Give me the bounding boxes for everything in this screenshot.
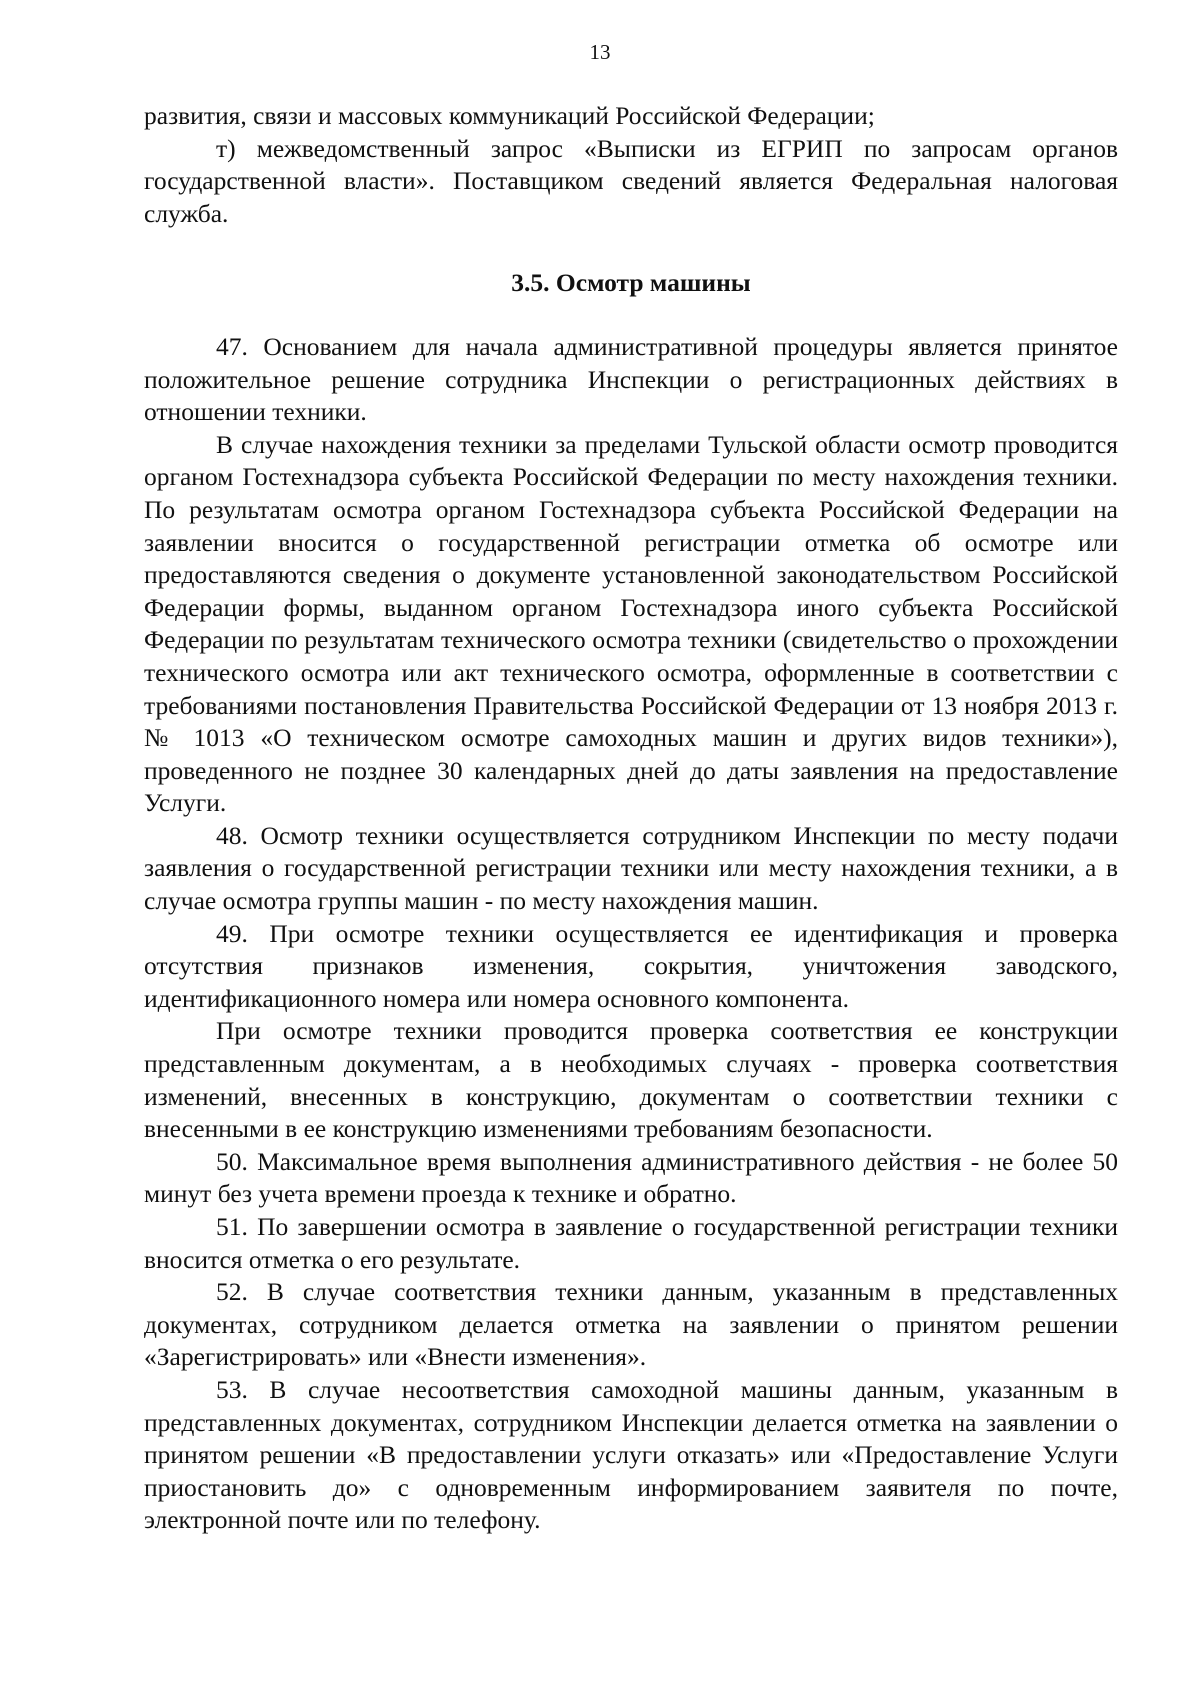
paragraph-47-inspection-outside-region: В случае нахождения техники за пределами Тульской области осмотр проводится органом Гостехнадзора субъекта Российской Федерации по месту нахождения техники. По результатам осмотра органом Гостехнадзора субъекта Российской Федерации на заявлении вносится о государственной регистрации отметка об осмотре или предоставляются сведения о документе установленной законодательством Российской Федерации формы, выданном органом Гостехнадзора иного субъекта Российской Федерации по результатам технического осмотра техники (свидетельство о прохождении технического осмотра или акт технического осмотра, оформленные в соответствии с требованиями постановления Правительства Российской Федерации от 13 ноября 2013 г. № 1013 «О техническом осмотре самоходных машин и других видов техники»), проведенного не позднее 30 календарных дней до даты заявления на предоставление Услуги.: [144, 429, 1118, 818]
paragraph-item-t: т) межведомственный запрос «Выписки из ЕГРИП по запросам органов государственной власти». Поставщиком сведений является Федеральная налоговая служба.: [144, 133, 1118, 228]
document-body: [144, 100, 1118, 1537]
paragraph-49: 49. При осмотре техники осуществляется ее идентификация и проверка отсутствия признаков изменения, сокрытия, уничтожения заводского, идентификационного номера или номера основного компонента.: [144, 918, 1118, 1013]
paragraph-47: 47. Основанием для начала административной процедуры является принятое положительное решение сотрудника Инспекции о регистрационных действиях в отношении техники.: [144, 331, 1118, 427]
paragraph-49-construction-check: При осмотре техники проводится проверка соответствия ее конструкции представленным документам, а в необходимых случаях - проверка соответствия изменений, внесенных в конструкцию, документам о соответствии техники с внесенными в ее конструкцию изменениями требованиям безопасности.: [144, 1016, 1118, 1144]
paragraph-50: 50. Максимальное время выполнения административного действия - не более 50 минут без учета времени проезда к технике и обратно.: [144, 1146, 1118, 1209]
paragraph-51: 51. По завершении осмотра в заявление о государственной регистрации техники вносится отметка о его результате.: [144, 1212, 1118, 1274]
section-title: 3.5. Осмотр машины: [511, 268, 751, 298]
paragraph-52: 52. В случае соответствия техники данным, указанным в представленных документах, сотрудником делается отметка на заявлении о принятом решении «Зарегистрировать» или «Внести изменения».: [144, 1277, 1118, 1372]
paragraph-48: 48. Осмотр техники осуществляется сотрудником Инспекции по месту подачи заявления о государственной регистрации техники или месту нахождения техники, а в случае осмотра группы машин - по месту нахождения машин.: [144, 820, 1118, 916]
paragraph-53: 53. В случае несоответствия самоходной машины данным, указанным в представленных документах, сотрудником Инспекции делается отметка на заявлении о принятом решении «В предоставлении услуги отказать» или «Предоставление Услуги приостановить до» с одновременным информированием заявителя по почте, электронной почте или по телефону.: [144, 1374, 1118, 1535]
paragraph-continuation: развития, связи и массовых коммуникаций Российской Федерации;: [144, 101, 875, 130]
page-number: 13: [589, 40, 611, 64]
